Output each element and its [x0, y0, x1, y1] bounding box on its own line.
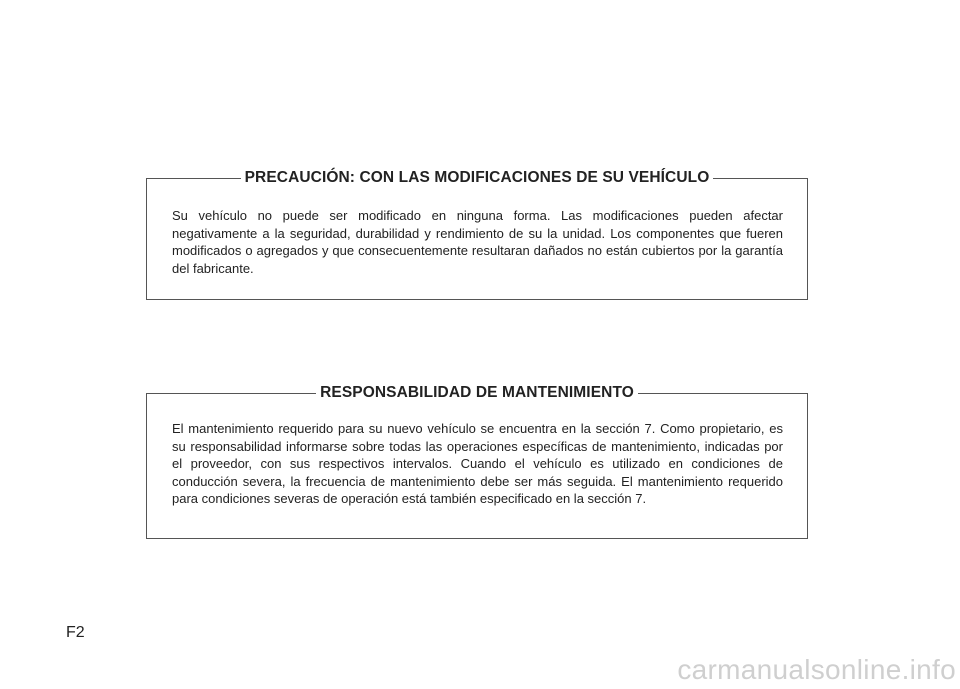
page-number: F2 [66, 624, 85, 641]
maintenance-responsibility-title: RESPONSABILIDAD DE MANTENIMIENTO [316, 384, 638, 401]
caution-modifications-text: Su vehículo no puede ser modificado en ninguna forma. Las modificaciones pueden afectar negativamente a la seguridad, durabilidad y rendimiento de su la unidad. Los componentes que fueren modificados o agregados y que consecuentemente resultaran dañados no están cubiertos por la garantía del fabricante. [172, 208, 783, 276]
maintenance-responsibility-text: El mantenimiento requerido para su nuevo vehículo se encuentra en la sección 7. Como propietario, es su responsabilidad informarse sobre todas las operaciones específicas de mantenimiento, indicadas por el proveedor, con sus respectivos intervalos. Cuando el vehículo es utilizado en condiciones de conducción severa, la frecuencia de mantenimiento debe ser más seguida. El mantenimiento requerido para condiciones severas de operación está también especificado en la sección 7. [172, 421, 783, 506]
caution-modifications-box [146, 169, 808, 300]
maintenance-responsibility-box [146, 384, 808, 539]
watermark: carmanualsonline.info [677, 654, 956, 685]
caution-modifications-title: PRECAUCIÓN: CON LAS MODIFICACIONES DE SU VEHÍCULO [241, 169, 714, 186]
maintenance-responsibility-title-row [147, 383, 807, 403]
caution-modifications-title-row [147, 168, 807, 188]
